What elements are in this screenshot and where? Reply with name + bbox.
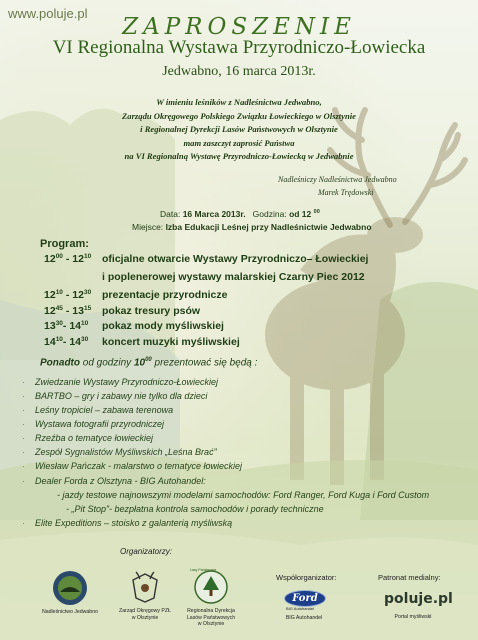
bullet-icon: · [22, 419, 25, 429]
bullet-icon: · [22, 461, 25, 471]
extras-intro: Ponadto od godziny $10^{00}$ prezentować się będą : [40, 357, 258, 369]
program-row [44, 336, 240, 348]
extra-item: · Zespół Sygnalistów Myśliwskich „Leśna Brać” [22, 447, 217, 457]
program-text: prezentacje przyrodnicze [102, 289, 228, 301]
poluje-caption: Portal myśliwski [394, 614, 432, 620]
rdlp-logo[interactable] [194, 570, 228, 604]
program-time: $13^{30}-$ $14^{10}$ [44, 320, 89, 332]
event-subtitle: VI Regionalna Wystawa Przyrodniczo-Łowiecka [52, 37, 426, 58]
extra-item: · Dealer Forda z Olsztyna - BIG Autohandel: [22, 476, 206, 486]
intro-line: Zarządu Okręgowego Polskiego Związku Łowieckiego w Olsztynie [122, 110, 356, 121]
rdlp-caption: Regionalna Dyrekcja Lasów Państwowych w Olsztynie [186, 608, 236, 627]
intro-line: na VI Regionalną Wystawę Przyrodniczo-Łowiecką w Jedwabnie [124, 151, 354, 161]
event-date-time [160, 209, 320, 219]
program-row [44, 320, 224, 332]
program-time: $12^{00} - 12^{10}$ [44, 253, 92, 265]
nadlesnictwo-caption: Nadleśnictwo Jedwabno [42, 609, 98, 615]
bullet-icon: · [22, 433, 25, 443]
program-text: i poplenerowej wystawy malarskiej Czarny Piec 2012 [102, 271, 365, 283]
organizers-label: Organizatorzy: [120, 547, 173, 556]
bullet-icon: · [22, 377, 25, 387]
bullet-icon: · [22, 518, 25, 528]
intro-line: mam zaszczyt zaprosić Państwa [183, 137, 295, 148]
program-text: oficjalne otwarcie Wystawy Przyrodniczo– Łowieckiej [102, 253, 369, 265]
media-patron-label: Patronat medialny: [378, 573, 441, 582]
program-text: pokaz mody myśliwskiej [102, 320, 224, 332]
rdlp-badge: Lasy Państwowe [190, 568, 217, 572]
extra-item: · Wystawa fotografii przyrodniczej [22, 419, 165, 429]
ford-caption: BIG Autohandel [285, 615, 323, 621]
date-value: 16 Marca 2013r. [182, 209, 246, 219]
signature-role: Nadleśniczy Nadleśnictwa Jedwabno [278, 175, 397, 184]
program-row [44, 253, 368, 265]
program-row [44, 289, 227, 301]
extras-intro-bold: Ponadto [40, 357, 80, 369]
intro-line: W imieniu leśników z Nadleśnictwa Jedwabno, [156, 97, 322, 107]
pzl-caption: Zarząd Okręgowy PZŁ w Olsztynie [119, 608, 171, 621]
signature-name: Marek Trędowski [318, 188, 374, 197]
program-heading: Program: [40, 238, 89, 250]
place-value: Izba Edukacji Leśnej przy Nadleśnictwie Jedwabno [165, 222, 372, 232]
program-row [44, 271, 365, 283]
bullet-icon: · [22, 405, 25, 415]
page-title: ZAPROSZENIE [122, 14, 356, 40]
bullet-icon: · [22, 476, 25, 486]
extra-item: · Zwiedzanie Wystawy Przyrodniczo-Łowieckiej [22, 377, 219, 387]
extra-item: · Wiesław Pańczak - malarstwo o tematyce łowieckiej [22, 461, 242, 471]
extra-item: - „Pit Stop”- bezpłatna kontrola samochodów i porady techniczne [66, 504, 324, 514]
coorganizer-label: Współorganizator: [276, 573, 337, 582]
place-date: Jedwabno, 16 marca 2013r. [162, 64, 316, 79]
nadlesnictwo-logo[interactable] [52, 570, 88, 606]
poluje-logo[interactable]: poluje.pl [384, 591, 453, 607]
program-text: koncert muzyki myśliwskiej [102, 336, 240, 348]
extra-item: - jazdy testowe najnowszymi modelami samochodów: Ford Ranger, Ford Kuga i Ford Custom [57, 490, 430, 500]
place-label: Miejsce: [132, 222, 164, 232]
event-place [132, 222, 372, 232]
pzl-logo[interactable] [130, 570, 160, 604]
intro-line: i Regionalnej Dyrekcji Lasów Państwowych w Olsztynie [140, 124, 338, 134]
ford-logo[interactable]: Ford [284, 590, 326, 607]
program-text: pokaz tresury psów [102, 305, 201, 317]
program-time: $12^{10} - 12^{30}$ [44, 289, 92, 301]
ford-sub-caption: BIG Autohandel [286, 606, 315, 611]
bullet-icon: · [22, 391, 25, 401]
time-label: Godzina: [252, 209, 287, 219]
extra-item: · Rzeźba o tematyce łowieckiej [22, 433, 154, 443]
extra-item: · BARTBO – gry i zabawy nie tylko dla dzieci [22, 391, 208, 401]
date-label: Data: [160, 209, 181, 219]
program-time: $12^{45} - 13^{15}$ [44, 305, 92, 317]
extra-item: · Elite Expeditions – stoisko z galanterią myśliwską [22, 518, 233, 528]
extra-item: · Leśny tropiciel – zabawa terenowa [22, 405, 174, 415]
program-row [44, 305, 200, 317]
bullet-icon: · [22, 447, 25, 457]
intro-text [0, 96, 478, 164]
watermark[interactable]: www.poluje.pl [8, 6, 88, 21]
time-value: od 12 $^{00}$ [289, 209, 320, 219]
program-time: $14^{10}-$ $14^{30}$ [44, 336, 89, 348]
